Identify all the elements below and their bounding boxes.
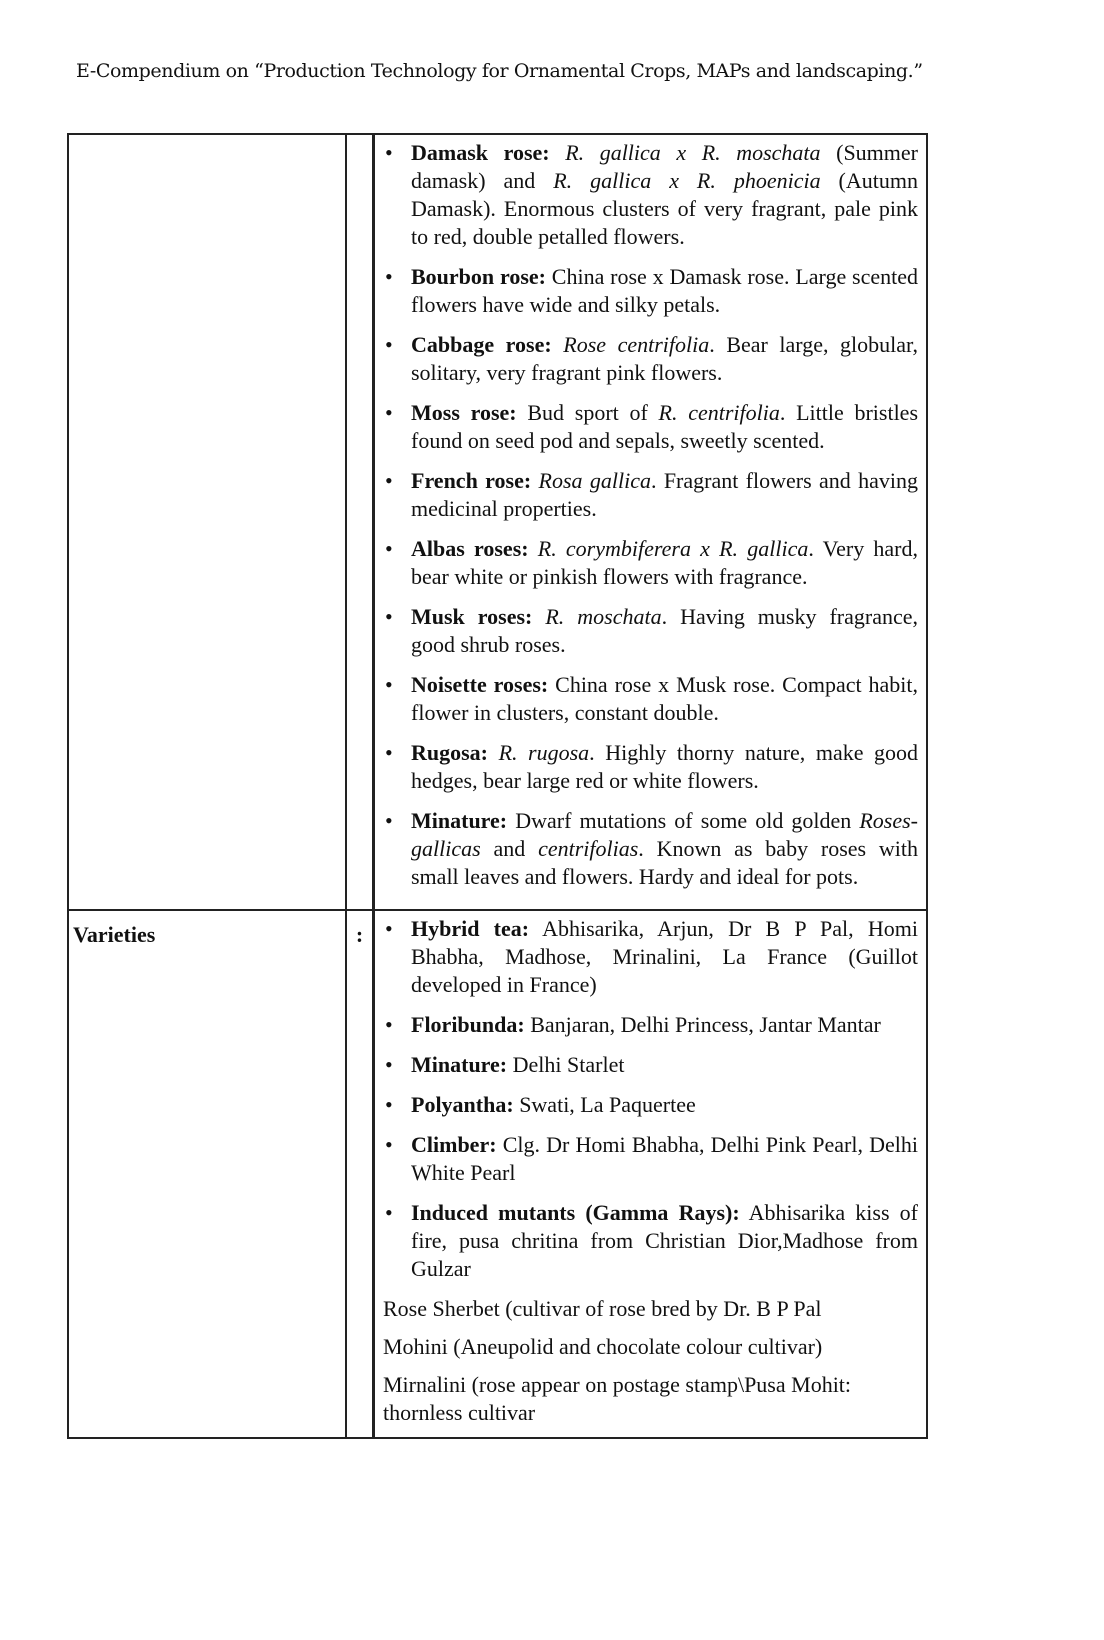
item-term: Bourbon rose:	[411, 264, 546, 289]
bullet-icon: •	[385, 916, 393, 941]
item-text: Banjaran, Delhi Princess, Jantar Mantar	[524, 1012, 881, 1037]
list-item	[381, 1091, 918, 1119]
item-text: . Very hard, bear white or pinkish flowers with fragrance.	[411, 536, 918, 589]
row-separator: :	[346, 910, 374, 1438]
item-term: Polyantha:	[411, 1092, 514, 1117]
scientific-name: R. centrifolia	[658, 400, 780, 425]
list-item	[381, 1131, 918, 1187]
item-text	[532, 604, 545, 629]
item-term: Minature:	[411, 1052, 508, 1077]
item-term: Musk roses:	[411, 604, 533, 629]
scientific-name: Rosa gallica	[538, 468, 651, 493]
scientific-name: centrifolias	[538, 836, 639, 861]
item-term: Cabbage rose:	[411, 332, 552, 357]
item-text	[552, 332, 564, 357]
list-item	[381, 915, 918, 999]
bullet-icon: •	[385, 740, 393, 765]
item-text: Bud sport of	[516, 400, 659, 425]
bullet-list	[381, 915, 918, 1283]
item-text: China rose x Musk rose. Compact habit, flower in clusters, constant double.	[411, 672, 918, 725]
item-term: Moss rose:	[411, 400, 517, 425]
bullet-icon: •	[385, 400, 393, 425]
list-item	[381, 399, 918, 455]
bullet-icon: •	[385, 468, 393, 493]
item-text: . Highly thorny nature, make good hedges, bear large red or white flowers.	[411, 740, 919, 793]
bullet-icon: •	[385, 536, 393, 561]
bullet-icon: •	[385, 1132, 393, 1157]
item-text: Abhisarika, Arjun, Dr B P Pal, Homi Bhabha, Madhose, Mrinalini, La France (Guillot developed in France)	[411, 916, 918, 997]
item-text: . Known as baby roses with small leaves and flowers. Hardy and ideal for pots.	[411, 836, 919, 889]
item-text: Abhisarika kiss of fire, pusa chritina from Christian Dior,Madhose from Gulzar	[411, 1200, 918, 1281]
row-label: Varieties	[68, 910, 346, 1438]
list-item	[381, 739, 918, 795]
scientific-name: R. gallica x R. phoenicia	[553, 168, 821, 193]
list-item	[381, 1011, 918, 1039]
item-text: Clg. Dr Homi Bhabha, Delhi Pink Pearl, Delhi White Pearl	[411, 1132, 918, 1185]
row-content	[374, 134, 928, 910]
item-term: French rose:	[411, 468, 532, 493]
list-item	[381, 603, 918, 659]
item-text: Dwarf mutations of some old golden	[507, 808, 860, 833]
bullet-icon: •	[385, 604, 393, 629]
scientific-name: Roses-gallicas	[411, 808, 918, 861]
list-item	[381, 1199, 918, 1283]
row-content	[374, 910, 928, 1438]
item-text: China rose x Damask rose. Large scented flowers have wide and silky petals.	[411, 264, 918, 317]
list-item	[381, 139, 918, 251]
item-text: Delhi Starlet	[507, 1052, 625, 1077]
page-header: E-Compendium on “Production Technology for Ornamental Crops, MAPs and landscaping.”	[76, 60, 923, 82]
note-line: Rose Sherbet (cultivar of rose bred by Dr. B P Pal	[383, 1296, 822, 1321]
table-row	[68, 134, 927, 910]
item-term: Minature:	[411, 808, 508, 833]
scientific-name: Rose centrifolia	[563, 332, 710, 357]
item-text: . Little bristles found on seed pod and sepals, sweetly scented.	[411, 400, 919, 453]
bullet-icon: •	[385, 1200, 393, 1225]
bullet-icon: •	[385, 1012, 393, 1037]
scientific-name: R. rugosa	[498, 740, 590, 765]
bullet-icon: •	[385, 264, 393, 289]
bullet-icon: •	[385, 1052, 393, 1077]
list-item	[381, 331, 918, 387]
note-line: Mirnalini (rose appear on postage stamp\Pusa Mohit: thornless cultivar	[383, 1372, 852, 1425]
item-term: Induced mutants (Gamma Rays):	[411, 1200, 740, 1225]
bullet-icon: •	[385, 808, 393, 833]
item-text: . Having musky fragrance, good shrub roses.	[411, 604, 918, 657]
item-text: and	[480, 836, 539, 861]
list-item	[381, 1051, 918, 1079]
scientific-name: R. corymbiferera x R. gallica	[537, 536, 809, 561]
item-text: . Bear large, globular, solitary, very fragrant pink flowers.	[411, 332, 918, 385]
item-term: Damask rose:	[411, 140, 550, 165]
bullet-list	[381, 139, 918, 891]
item-term: Rugosa:	[411, 740, 489, 765]
list-item	[381, 671, 918, 727]
item-text	[488, 740, 499, 765]
list-item	[381, 807, 918, 891]
item-text: Swati, La Paquertee	[513, 1092, 696, 1117]
rose-info-table	[67, 133, 928, 1439]
item-term: Noisette roses:	[411, 672, 549, 697]
item-text	[550, 140, 566, 165]
note-line: Mohini (Aneupolid and chocolate colour cultivar)	[383, 1334, 823, 1359]
item-term: Hybrid tea:	[411, 916, 530, 941]
item-term: Albas roses:	[411, 536, 529, 561]
list-item	[381, 263, 918, 319]
list-item	[381, 535, 918, 591]
item-term: Floribunda:	[411, 1012, 525, 1037]
item-text: (Autumn Damask). Enormous clusters of very fragrant, pale pink to red, double petalled flowers.	[411, 168, 918, 249]
item-term: Climber:	[411, 1132, 497, 1157]
row-separator	[346, 134, 374, 910]
list-item	[381, 467, 918, 523]
scientific-name: R. moschata	[545, 604, 662, 629]
item-text: (Summer damask) and	[411, 140, 918, 193]
item-text	[531, 468, 538, 493]
scientific-name: R. gallica x R. moschata	[565, 140, 821, 165]
row-label	[68, 134, 346, 910]
bullet-icon: •	[385, 1092, 393, 1117]
bullet-icon: •	[385, 332, 393, 357]
table-row	[68, 910, 927, 1438]
bullet-icon: •	[385, 672, 393, 697]
item-text: . Fragrant flowers and having medicinal properties.	[411, 468, 918, 521]
bullet-icon: •	[385, 140, 393, 165]
item-text	[529, 536, 538, 561]
